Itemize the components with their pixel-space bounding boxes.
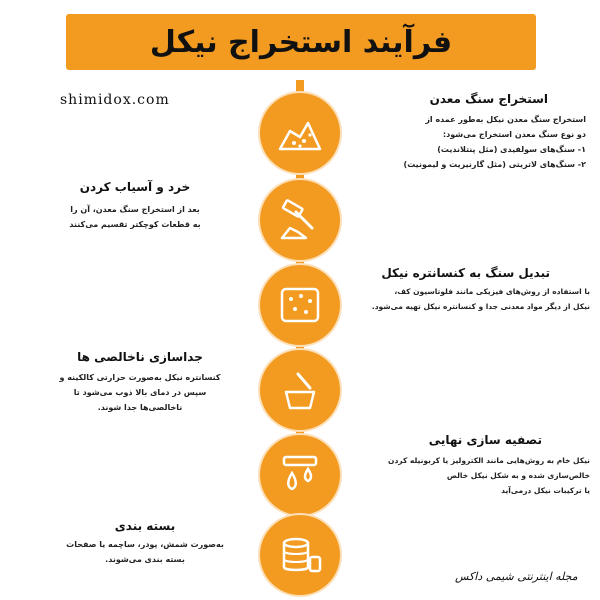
step-title: جداسازی ناخالصی ها — [77, 350, 203, 364]
step-node-5 — [260, 435, 340, 515]
step-text: بعد از استخراج سنگ معدن، آن را — [70, 205, 200, 214]
step-title: استخراج سنگ معدن — [429, 92, 548, 106]
step-5 — [345, 433, 590, 498]
step-node-6 — [260, 515, 340, 595]
step-2 — [40, 180, 230, 232]
step-text: به قطعات کوچکتر تقسیم می‌کنند — [69, 220, 201, 229]
step-text: استخراج سنگ معدن نیکل به‌طور عمده از — [425, 115, 586, 124]
step-text: دو نوع سنگ معدن استخراج می‌شود: — [442, 130, 586, 139]
step-text: به‌صورت شمش، پودر، ساچمه یا صفحات — [66, 540, 224, 549]
step-6 — [50, 519, 240, 567]
ore-rocks-icon — [276, 109, 324, 157]
step-title: خرد و آسیاب کردن — [79, 180, 191, 194]
step-1 — [350, 92, 586, 172]
step-text: ناخالصی‌ها جدا شوند. — [97, 403, 183, 412]
smelting-crucible-icon — [276, 366, 324, 414]
page-title: فرآیند استخراج نیکل — [149, 24, 453, 60]
step-text: ۱- سنگ‌های سولفیدی (مثل پنتلاندیت) — [437, 145, 586, 154]
signature: مجله اینترنتی شیمی داکس — [455, 570, 578, 583]
title-banner — [66, 14, 536, 70]
step-text: نیکل از دیگر مواد معدنی جدا و کنسانتره نیکل تهیه می‌شود. — [371, 302, 590, 311]
refining-drops-icon — [276, 451, 324, 499]
ingot-stack-icon — [276, 531, 324, 579]
step-text: یا ترکیبات نیکل درمی‌آید — [501, 486, 590, 495]
step-node-1 — [260, 93, 340, 173]
step-text: خالص‌سازی شده و به شکل نیکل خالص — [446, 471, 590, 480]
step-title: بسته بندی — [114, 519, 176, 533]
step-text: سپس در دمای بالا ذوب می‌شود تا — [73, 388, 207, 397]
step-text: ۲- سنگ‌های لاتریتی (مثل گارنیریت و لیمونیت) — [403, 160, 586, 169]
step-title: تبدیل سنگ به کنسانتره نیکل — [381, 266, 550, 280]
step-text: کنسانتره نیکل به‌صورت حرارتی کالکینه و — [59, 373, 221, 382]
step-text: نیکل خام به روش‌هایی مانند الکترولیز یا کربونیله کردن — [388, 456, 590, 465]
hammer-crushing-icon — [276, 196, 324, 244]
step-node-3 — [260, 265, 340, 345]
step-node-2 — [260, 180, 340, 260]
step-node-4 — [260, 350, 340, 430]
site-watermark: shimidox.com — [60, 92, 170, 108]
step-text: با استفاده از روش‌های فیزیکی مانند فلوتاسیون کف، — [394, 287, 590, 296]
step-title: تصفیه سازی نهایی — [428, 433, 542, 447]
step-4 — [40, 350, 240, 415]
step-3 — [340, 266, 590, 314]
flotation-tank-icon — [276, 281, 324, 329]
step-text: بسته بندی می‌شوند. — [105, 555, 185, 564]
